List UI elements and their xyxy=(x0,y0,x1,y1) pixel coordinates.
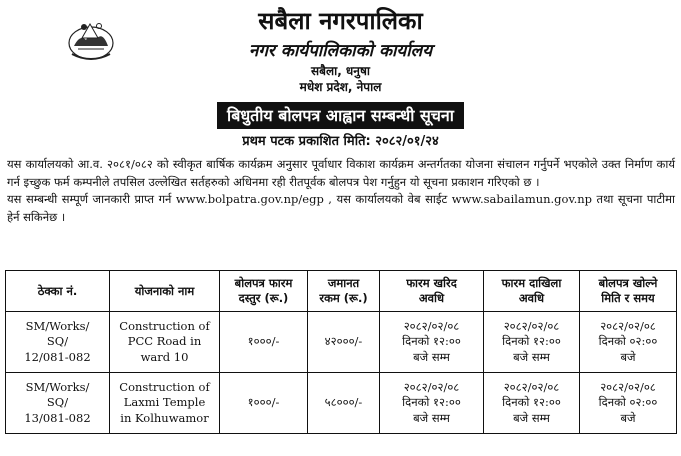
contract-no-cell: SM/Works/ SQ/ 12/081-082 xyxy=(6,312,110,373)
form-fee-cell: १०००/- xyxy=(220,312,308,373)
submit-period-cell: २०८२/०२/०८ दिनको १२:०० बजे सम्म xyxy=(484,312,580,373)
office-name: नगर कार्यपालिकाको कार्यालय xyxy=(248,41,433,61)
notice-body xyxy=(7,156,675,226)
notice-title-banner xyxy=(0,102,681,129)
form-fee-cell: १०००/- xyxy=(220,373,308,434)
table-row xyxy=(6,373,677,434)
opening-date-cell: २०८२/०२/०८ दिनको ०२:०० बजे xyxy=(580,373,677,434)
header-project-name: योजनाको नाम xyxy=(110,271,220,312)
project-name-cell: Construction of PCC Road in ward 10 xyxy=(110,312,220,373)
purchase-period-cell: २०८२/०२/०८ दिनको १२:०० बजे सम्म xyxy=(380,373,484,434)
deposit-cell: ५८०००/- xyxy=(308,373,380,434)
project-name-cell: Construction of Laxmi Temple in Kolhuwamor xyxy=(110,373,220,434)
header-contract-no: ठेक्का नं. xyxy=(6,271,110,312)
header-form-fee: बोलपत्र फारम दस्तुर (रू.) xyxy=(220,271,308,312)
purchase-period-cell: २०८२/०२/०८ दिनको १२:०० बजे सम्म xyxy=(380,312,484,373)
address-line-2: मधेश प्रदेश, नेपाल xyxy=(299,80,382,94)
header-submit-period: फारम दाखिला अवधि xyxy=(484,271,580,312)
org-name: सबैला नगरपालिका xyxy=(258,7,423,35)
header-deposit: जमानत रकम (रू.) xyxy=(308,271,380,312)
header-purchase-period: फारम खरिद अवधि xyxy=(380,271,484,312)
table-header-row xyxy=(6,271,677,312)
address-line-1: सबैला, धनुषा xyxy=(310,64,371,78)
publish-date: प्रथम पटक प्रकाशित मिति: २०८२/०१/२४ xyxy=(242,134,439,149)
deposit-cell: ४२०००/- xyxy=(308,312,380,373)
table-row xyxy=(6,312,677,373)
notice-paragraph-2: यस सम्बन्धी सम्पूर्ण जानकारी प्राप्त गर्न www.bolpatra.gov.np/egp , यस कार्यालयको वेब साईट www.sabailamun.gov.np तथा सूचना पाटीमा हेर्न सकिनेछ । xyxy=(7,192,675,224)
contract-no-cell: SM/Works/ SQ/ 13/081-082 xyxy=(6,373,110,434)
notice-title: बिधुतीय बोलपत्र आह्वान सम्बन्धी सूचना xyxy=(217,102,464,129)
tender-table xyxy=(5,270,677,434)
notice-paragraph-1: यस कार्यालयको आ.व. २०८१/०८२ को स्वीकृत बार्षिक कार्यक्रम अनुसार पूर्वाधार विकाश कार्यक्रम अन्तर्गतका योजना संचालन गर्नुपर्ने भएकोले उक्त निर्माण कार्य गर्न इच्छुक फर्म कम्पनीले तपसिल उल्लेखित सर्तहरुको अधिनमा रही रीतपूर्वक बोलपत्र पेश गर्नुहुन यो सूचना प्रकाशन गरिएको छ । xyxy=(7,157,675,189)
header-opening-date: बोलपत्र खोल्ने मिति र समय xyxy=(580,271,677,312)
submit-period-cell: २०८२/०२/०८ दिनको १२:०० बजे सम्म xyxy=(484,373,580,434)
opening-date-cell: २०८२/०२/०८ दिनको ०२:०० बजे xyxy=(580,312,677,373)
